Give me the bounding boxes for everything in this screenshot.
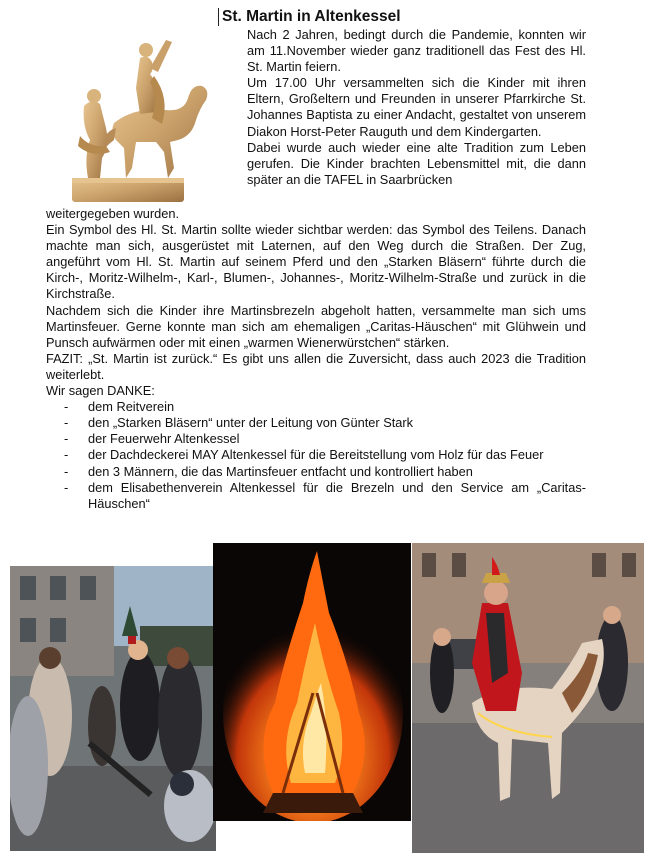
- thanks-item: - den „Starken Bläsern“ unter der Leitung von Günter Stark: [46, 415, 586, 431]
- crowd-photo: [10, 566, 216, 851]
- intro-paragraph: Nach 2 Jahren, bedingt durch die Pandemie, konnten wir am 11.November wieder ganz traditionell das Fest des Hl. St. Martin feiern.: [247, 27, 586, 75]
- bonfire-photo: [213, 543, 411, 821]
- thanks-list: [46, 399, 586, 512]
- intro-paragraph: Dabei wurde auch wieder eine alte Tradition zum Leben gerufen. Die Kinder brachten Lebensmittel mit, die dann später an die TAFEL in Saarbrücken: [247, 139, 586, 187]
- thanks-heading: Wir sagen DANKE:: [46, 383, 155, 399]
- article-title: St. Martin in Altenkessel: [218, 8, 401, 26]
- st-martin-pony-photo: [412, 543, 644, 853]
- thanks-item: - der Feuerwehr Altenkessel: [46, 431, 586, 447]
- thanks-item: - den 3 Männern, die das Martinsfeuer entfacht und kontrolliert haben: [46, 464, 586, 480]
- thanks-item: - dem Reitverein: [46, 399, 586, 415]
- body-paragraph: weitergegeben wurden.: [46, 206, 180, 221]
- intro-paragraph: Um 17.00 Uhr versammelten sich die Kinder mit ihren Eltern, Großeltern und Freunden in unserer Pfarrkirche St. Johannes Baptista zu einer Andacht, gestaltet von unserem Diakon Horst-Peter Rauguth und dem Kindergarten.: [247, 75, 586, 139]
- thanks-item: - dem Elisabethenverein Altenkessel für die Brezeln und den Service am „Caritas-Häuschen“: [46, 480, 586, 512]
- st-martin-statue-image: [66, 28, 216, 208]
- body-paragraph: Nachdem sich die Kinder ihre Martinsbrezeln abgeholt hatten, versammelte man sich ums Martinsfeuer. Gerne konnte man sich am ehemaligen „Caritas-Häuschen“ mit Glühwein und Punsch aufwärmen oder mit einen „warmen Wienerwürstchen“ stärken.: [46, 302, 586, 350]
- body-paragraph: FAZIT: „St. Martin ist zurück.“ Es gibt uns allen die Zuversicht, dass auch 2023 die Tradition weiterlebt.: [46, 350, 586, 382]
- article-body: [46, 206, 586, 512]
- article-intro: [247, 27, 586, 188]
- body-paragraph: Ein Symbol des Hl. St. Martin sollte wieder sichtbar werden: das Symbol des Teilens. Danach machte man sich, ausgerüstet mit Laternen, auf den Weg durch die Straßen. Der Zug, angeführt vom Hl. St. Martin auf seinem Pferd und den „Starken Bläsern“ führte durch die Kirch-, Moritz-Wilhelm-, Karl-, Blumen-, Johannes-, Moritz-Wilhelm-Straße und zurück in die Kirchstraße.: [46, 222, 586, 302]
- thanks-item: - der Dachdeckerei MAY Altenkessel für die Bereitstellung vom Holz für das Feuer: [46, 447, 586, 463]
